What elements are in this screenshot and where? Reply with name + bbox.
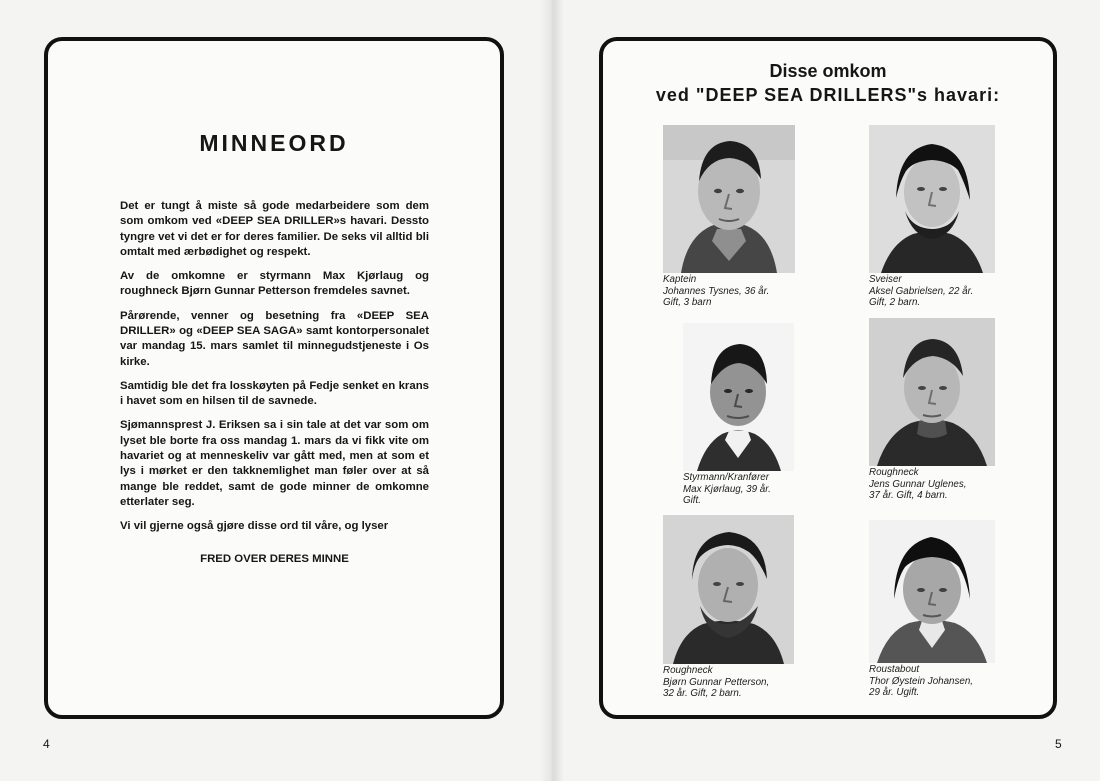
person-role: Roughneck [869, 467, 919, 478]
portrait-photo [869, 520, 995, 663]
person-details: Gift, 3 barn [663, 297, 712, 309]
memorial-paragraph: Vi vil gjerne også gjøre disse ord til våre, og lyser [120, 520, 389, 533]
person-caption [683, 472, 794, 507]
page-number-right: 5 [1055, 737, 1062, 751]
right-page [550, 0, 1100, 781]
person-name: Johannes Tysnes, 36 år. [663, 285, 770, 297]
person-card [869, 318, 995, 502]
person-name: Max Kjørlaug, 39 år. [683, 483, 771, 495]
person-role: Styrmann/Kranfører [683, 472, 770, 483]
memorial-text [120, 199, 429, 568]
memorial-title: MINNEORD [199, 130, 349, 156]
page-number-left: 4 [43, 737, 50, 751]
person-name: Aksel Gabrielsen, 22 år. [869, 285, 974, 297]
memorial-paragraph: Det er tungt å miste så gode medarbeidere som dem som omkom ved «DEEP SEA DRILLER»s havari. Dessto tyngre vet vi det er for deres familier. De seks vil alltid bli omtalt med ærbødighet og respekt. [120, 200, 429, 258]
person-role: Kaptein [663, 274, 697, 285]
memorial-frame [44, 37, 504, 719]
person-card [869, 520, 995, 699]
victims-heading [603, 59, 1053, 107]
portrait-photo [869, 318, 995, 466]
person-caption [663, 665, 794, 700]
person-role: Sveiser [869, 274, 902, 285]
person-card [869, 125, 995, 309]
person-card [663, 125, 795, 309]
heading-line-1: Disse omkom [769, 61, 887, 81]
person-caption [869, 274, 995, 309]
person-card [683, 323, 794, 507]
person-name: Thor Øystein Johansen, [869, 675, 974, 687]
person-role: Roustabout [869, 664, 920, 675]
person-caption [869, 664, 995, 699]
memorial-paragraph: Av de omkomne er styrmann Max Kjørlaug og roughneck Bjørn Gunnar Petterson fremdeles savnet. [120, 270, 429, 298]
heading-line-2: ved "DEEP SEA DRILLERS"s havari: [655, 85, 1001, 106]
person-details: Gift, 2 barn. [869, 297, 921, 309]
victims-frame [599, 37, 1057, 719]
person-name: Bjørn Gunnar Petterson, [663, 676, 770, 688]
person-details: Gift. [683, 495, 701, 507]
person-role: Roughneck [663, 665, 713, 676]
portrait-photo [663, 125, 795, 273]
person-details: 32 år. Gift, 2 barn. [663, 688, 742, 700]
memorial-closing: FRED OVER DERES MINNE [200, 553, 349, 566]
portrait-photo [869, 125, 995, 273]
person-details: 29 år. Ugift. [869, 687, 920, 699]
portrait-photo [663, 515, 794, 664]
memorial-paragraph: Sjømannsprest J. Eriksen sa i sin tale at det var som om lyset ble borte fra oss mandag 1. mars da vi fikk vite om havariet og at menneskeliv var gått med, men at som et lys i mørket er den takknemlighet man føler over at så mange ble reddet, samt de gode minner de omkomne etterlater seg. [120, 419, 429, 508]
person-name: Jens Gunnar Uglenes, [869, 478, 967, 490]
person-caption [663, 274, 795, 309]
person-details: 37 år. Gift, 4 barn. [869, 490, 948, 502]
portrait-photo [683, 323, 794, 471]
memorial-paragraph: Samtidig ble det fra losskøyten på Fedje senket en krans i havet som en hilsen til de savnede. [120, 379, 429, 408]
person-card [663, 515, 794, 700]
person-caption [869, 467, 995, 502]
memorial-paragraph: Pårørende, venner og besetning fra «DEEP SEA DRILLER» og «DEEP SEA SAGA» samt kontorpersonalet var mandag 15. mars samlet til minnegudstjeneste i Os kirke. [120, 309, 429, 368]
